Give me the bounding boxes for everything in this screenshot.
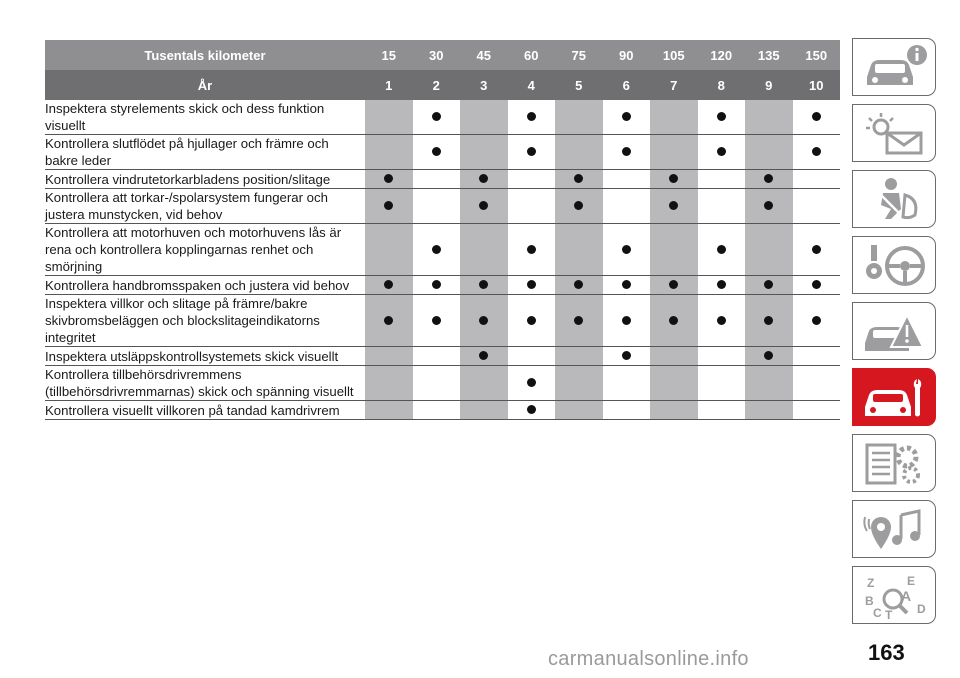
check-dot [479,174,488,183]
schedule-cell [365,366,413,401]
index-icon [861,571,929,621]
check-dot [764,316,773,325]
schedule-cell [508,224,556,276]
schedule-cell [793,347,841,366]
schedule-cell [413,347,461,366]
year-header-cell: 4 [508,70,556,100]
schedule-cell [555,295,603,347]
check-dot [717,147,726,156]
tab-maintenance[interactable] [852,368,936,426]
year-header-cell: 3 [460,70,508,100]
km-header-row [45,40,840,70]
year-header-cell: 10 [793,70,841,100]
table-row [45,100,840,135]
schedule-cell [413,135,461,170]
km-header-cell: 150 [793,40,841,70]
check-dot [384,174,393,183]
schedule-cell [508,295,556,347]
schedule-cell [555,276,603,295]
check-dot [622,351,631,360]
check-dot [764,280,773,289]
schedule-cell [745,100,793,135]
schedule-cell [793,189,841,224]
schedule-cell [793,295,841,347]
check-dot [384,316,393,325]
schedule-cell [365,224,413,276]
km-header-cell: 45 [460,40,508,70]
schedule-cell [508,366,556,401]
schedule-cell [650,347,698,366]
task-label: Kontrollera att motorhuven och motorhuvens lås är rena och kontrollera kopplingarnas renhet och smörjning [45,224,365,276]
schedule-cell [603,295,651,347]
safety-airbag-icon [861,175,929,225]
check-dot [717,112,726,121]
km-header-cell: 15 [365,40,413,70]
check-dot [479,351,488,360]
task-label: Inspektera styrelements skick och dess funktion visuellt [45,100,365,135]
km-header-cell: 30 [413,40,461,70]
tab-index[interactable] [852,566,936,624]
schedule-cell [698,170,746,189]
schedule-cell [460,135,508,170]
schedule-cell [508,189,556,224]
schedule-cell [745,295,793,347]
task-label: Kontrollera vindrutetorkarbladens position/slitage [45,170,365,189]
check-dot [384,280,393,289]
check-dot [717,316,726,325]
check-dot [669,201,678,210]
tab-safety[interactable] [852,170,936,228]
schedule-cell [508,170,556,189]
check-dot [432,245,441,254]
check-dot [432,112,441,121]
check-dot [812,112,821,121]
schedule-cell [698,276,746,295]
schedule-cell [555,366,603,401]
year-header-cell: 2 [413,70,461,100]
index-letter: Z [867,576,875,590]
year-header-cell: 8 [698,70,746,100]
schedule-cell [603,401,651,420]
index-letter: A [901,588,912,604]
schedule-cell [508,100,556,135]
schedule-cell [365,135,413,170]
index-letter: D [917,602,926,616]
task-label: Kontrollera att torkar-/spolarsystem fungerar och justera munstycken, vid behov [45,189,365,224]
schedule-cell [365,295,413,347]
check-dot [527,112,536,121]
check-dot [527,405,536,414]
schedule-cell [745,366,793,401]
schedule-cell [650,170,698,189]
steering-key-icon [861,241,929,291]
schedule-cell [698,401,746,420]
schedule-cell [745,401,793,420]
schedule-cell [508,135,556,170]
schedule-cell [650,295,698,347]
table-row [45,276,840,295]
check-dot [574,174,583,183]
check-dot [574,280,583,289]
tab-starting-driving[interactable] [852,236,936,294]
schedule-cell [698,295,746,347]
schedule-cell [793,276,841,295]
schedule-cell [365,276,413,295]
tab-technical-data[interactable] [852,434,936,492]
technical-data-icon [861,439,929,489]
schedule-cell [413,189,461,224]
km-header-cell: 75 [555,40,603,70]
schedule-cell [413,224,461,276]
check-dot [622,147,631,156]
schedule-cell [413,401,461,420]
schedule-cell [793,135,841,170]
schedule-cell [793,401,841,420]
schedule-cell [603,224,651,276]
car-info-icon [861,43,929,93]
year-header-cell: 7 [650,70,698,100]
km-header-cell: 120 [698,40,746,70]
check-dot [432,280,441,289]
index-letter: E [907,574,916,588]
schedule-cell [365,189,413,224]
schedule-cell [650,189,698,224]
table-row [45,295,840,347]
schedule-cell [555,347,603,366]
check-dot [622,245,631,254]
table-row [45,401,840,420]
check-dot [669,280,678,289]
schedule-cell [698,366,746,401]
year-header-cell: 9 [745,70,793,100]
km-header-cell: 60 [508,40,556,70]
check-dot [527,378,536,387]
schedule-cell [650,366,698,401]
table-row [45,366,840,401]
check-dot [717,245,726,254]
schedule-cell [460,100,508,135]
schedule-cell [460,366,508,401]
schedule-cell [365,347,413,366]
km-header-cell: 135 [745,40,793,70]
tab-warning-lights[interactable] [852,104,936,162]
schedule-cell [460,224,508,276]
tab-multimedia[interactable] [852,500,936,558]
schedule-cell [793,224,841,276]
table-row [45,347,840,366]
check-dot [669,316,678,325]
check-dot [479,201,488,210]
schedule-cell [460,295,508,347]
check-dot [764,351,773,360]
check-dot [764,201,773,210]
emergency-icon [861,307,929,357]
warning-lights-icon [861,109,929,159]
schedule-cell [650,135,698,170]
schedule-cell [698,100,746,135]
year-header-cell: 1 [365,70,413,100]
index-letter: T [885,608,893,621]
check-dot [479,280,488,289]
task-label: Kontrollera tillbehörsdrivremmens (tillbehörsdrivremmarnas) skick och spänning visuellt [45,366,365,401]
check-dot [812,245,821,254]
check-dot [812,280,821,289]
check-dot [622,280,631,289]
schedule-cell [508,276,556,295]
schedule-cell [745,170,793,189]
check-dot [622,316,631,325]
schedule-cell [555,189,603,224]
schedule-cell [413,170,461,189]
schedule-cell [365,170,413,189]
check-dot [432,147,441,156]
km-header-label: Tusentals kilometer [45,40,365,70]
check-dot [527,147,536,156]
schedule-cell [745,347,793,366]
watermark-text: carmanualsonline.info [548,648,749,670]
schedule-cell [650,224,698,276]
schedule-cell [603,366,651,401]
tab-emergency[interactable] [852,302,936,360]
check-dot [574,316,583,325]
schedule-cell [460,170,508,189]
schedule-cell [745,135,793,170]
schedule-cell [698,189,746,224]
task-label: Inspektera utsläppskontrollsystemets skick visuellt [45,347,365,366]
chapter-sidebar [852,38,938,632]
schedule-cell [793,366,841,401]
schedule-cell [508,347,556,366]
schedule-cell [793,170,841,189]
check-dot [717,280,726,289]
check-dot [764,174,773,183]
schedule-cell [745,276,793,295]
check-dot [432,316,441,325]
km-header-cell: 105 [650,40,698,70]
check-dot [669,174,678,183]
schedule-cell [603,100,651,135]
schedule-cell [413,366,461,401]
schedule-cell [460,189,508,224]
km-header-cell: 90 [603,40,651,70]
schedule-cell [698,224,746,276]
check-dot [812,316,821,325]
table-row [45,224,840,276]
schedule-cell [698,135,746,170]
schedule-cell [413,295,461,347]
schedule-cell [413,276,461,295]
schedule-cell [413,100,461,135]
year-header-row [45,70,840,100]
check-dot [527,316,536,325]
schedule-cell [603,135,651,170]
year-header-cell: 6 [603,70,651,100]
schedule-cell [508,401,556,420]
maintenance-schedule-table [45,40,840,420]
table-row [45,189,840,224]
schedule-cell [603,276,651,295]
page-number: 163 [868,640,905,665]
task-label: Kontrollera slutflödet på hjullager och främre och bakre leder [45,135,365,170]
tab-car-info[interactable] [852,38,936,96]
schedule-cell [555,170,603,189]
schedule-cell [650,276,698,295]
year-header-cell: 5 [555,70,603,100]
check-dot [812,147,821,156]
check-dot [527,245,536,254]
schedule-cell [365,401,413,420]
check-dot [527,280,536,289]
year-header-label: År [45,70,365,100]
schedule-cell [745,189,793,224]
schedule-cell [793,100,841,135]
schedule-cell [460,276,508,295]
check-dot [574,201,583,210]
schedule-cell [460,401,508,420]
schedule-cell [650,401,698,420]
schedule-cell [555,224,603,276]
task-label: Inspektera villkor och slitage på främre/bakre skivbromsbeläggen och blockslitageindikatorns integritet [45,295,365,347]
table-row [45,170,840,189]
index-letter: B [865,594,874,608]
schedule-cell [555,401,603,420]
multimedia-icon [861,505,929,555]
schedule-cell [698,347,746,366]
check-dot [384,201,393,210]
check-dot [479,316,488,325]
index-letter: C [873,606,882,620]
schedule-cell [555,135,603,170]
table-row [45,135,840,170]
schedule-cell [555,100,603,135]
car-maintenance-icon [861,373,929,423]
check-dot [622,112,631,121]
schedule-cell [603,189,651,224]
schedule-cell [603,170,651,189]
schedule-cell [365,100,413,135]
schedule-cell [650,100,698,135]
schedule-cell [460,347,508,366]
task-label: Kontrollera handbromsspaken och justera vid behov [45,276,365,295]
schedule-cell [745,224,793,276]
schedule-cell [603,347,651,366]
task-label: Kontrollera visuellt villkoren på tandad kamdrivrem [45,401,365,420]
